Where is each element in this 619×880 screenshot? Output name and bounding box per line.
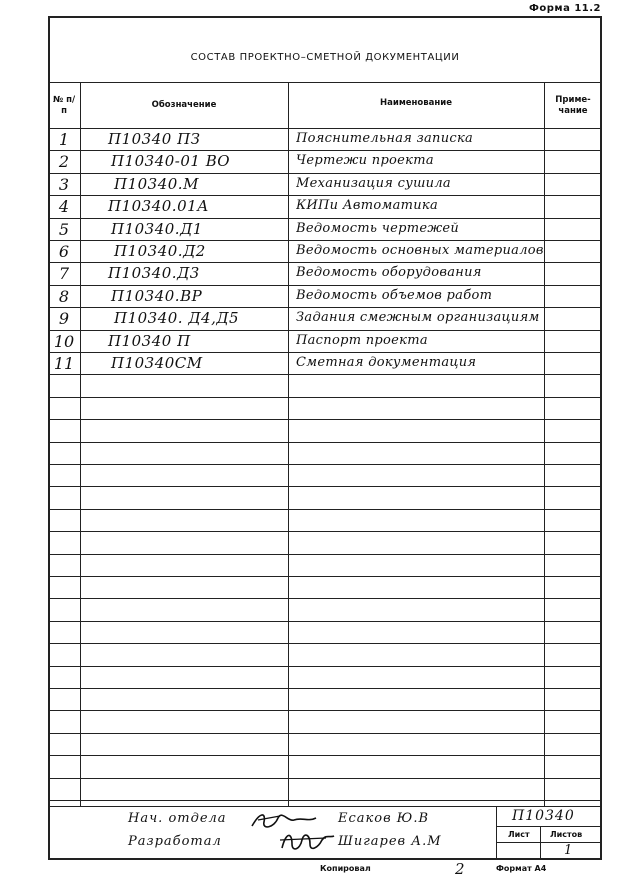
footer-copied: Копировал <box>320 864 371 873</box>
header-note: Приме- чание <box>555 95 591 116</box>
row-name: Ведомость объемов работ <box>296 288 493 303</box>
row-number: 9 <box>58 309 70 328</box>
row-name: КИПи Автоматика <box>296 198 439 213</box>
row-line <box>48 800 602 801</box>
row-line <box>48 285 602 286</box>
row-name: Ведомость оборудования <box>296 265 482 280</box>
footer-page-mark: 2 <box>455 860 466 878</box>
row-number: 5 <box>58 220 70 239</box>
row-line <box>48 464 602 465</box>
column-divider-num <box>80 82 81 806</box>
stamp-sheet-divider <box>540 826 541 860</box>
row-line <box>48 330 602 331</box>
row-line <box>48 755 602 756</box>
row-line <box>48 778 602 779</box>
header-designation: Обозначение <box>151 100 217 110</box>
row-designation: П10340 П <box>108 332 191 350</box>
row-number: 3 <box>58 175 70 194</box>
row-line <box>48 150 602 151</box>
row-line <box>48 576 602 577</box>
stamp-code-border <box>496 826 602 827</box>
row-name: Ведомость основных материалов <box>296 243 544 258</box>
row-number: 6 <box>58 242 70 261</box>
stamp-sheets-label: Листов <box>550 830 583 839</box>
row-line <box>48 509 602 510</box>
dept-head-name: Есаков Ю.В <box>338 811 430 826</box>
row-line <box>48 598 602 599</box>
header-bottom-border <box>48 128 602 129</box>
row-line <box>48 374 602 375</box>
stamp-labels-border <box>496 842 602 843</box>
row-line <box>48 173 602 174</box>
document-title: СОСТАВ ПРОЕКТНО–СМЕТНОЙ ДОКУМЕНТАЦИИ <box>190 52 460 63</box>
row-designation: П10340.Д2 <box>114 242 206 260</box>
row-line <box>48 554 602 555</box>
stamp-doc-code: П10340 <box>512 808 575 824</box>
row-line <box>48 218 602 219</box>
row-line <box>48 621 602 622</box>
footer-format: Формат А4 <box>496 864 547 873</box>
row-number: 4 <box>58 197 70 216</box>
stamp-sheets-value: 1 <box>564 843 574 858</box>
header-num: № п/п <box>52 95 76 116</box>
dept-head-role: Нач. отдела <box>128 811 227 826</box>
row-name: Паспорт проекта <box>296 333 428 348</box>
row-number: 8 <box>58 287 70 306</box>
row-designation: П10340. Д4,Д5 <box>114 309 240 327</box>
row-name: Механизация сушила <box>296 176 451 191</box>
developer-signature <box>278 826 336 856</box>
stamp-top-border <box>48 806 602 807</box>
row-designation: П10340.М <box>114 175 199 193</box>
stamp-sheet-label: Лист <box>508 830 530 839</box>
row-name: Чертежи проекта <box>296 153 434 168</box>
form-number: Форма 11.2 <box>528 3 601 14</box>
row-number: 10 <box>53 332 75 351</box>
header-name: Наименование <box>380 98 452 108</box>
row-designation: П10340СМ <box>111 354 203 372</box>
row-line <box>48 307 602 308</box>
row-number: 1 <box>58 130 70 149</box>
row-number: 11 <box>53 354 75 373</box>
row-designation: П10340.01А <box>108 197 210 215</box>
row-name: Ведомость чертежей <box>296 221 460 236</box>
row-line <box>48 397 602 398</box>
row-line <box>48 688 602 689</box>
row-line <box>48 352 602 353</box>
row-line <box>48 262 602 263</box>
row-designation: П10340-01 ВО <box>111 152 231 170</box>
row-name: Сметная документация <box>296 355 477 370</box>
table-top-border <box>48 82 602 83</box>
row-line <box>48 643 602 644</box>
row-line <box>48 240 602 241</box>
row-line <box>48 419 602 420</box>
row-designation: П10340.ВР <box>111 287 203 305</box>
stamp-divider <box>496 806 497 860</box>
row-line <box>48 531 602 532</box>
row-line <box>48 666 602 667</box>
row-line <box>48 195 602 196</box>
column-divider-code <box>288 82 289 806</box>
row-designation: П10340.Д1 <box>111 220 203 238</box>
row-name: Задания смежным организациям <box>296 310 540 325</box>
developer-role: Разработал <box>128 834 222 849</box>
row-number: 2 <box>58 152 70 171</box>
row-line <box>48 486 602 487</box>
row-number: 7 <box>58 264 70 283</box>
row-designation: П10340.Д3 <box>108 264 200 282</box>
row-line <box>48 442 602 443</box>
developer-name: Шигарев А.М <box>338 834 442 849</box>
column-divider-name <box>544 82 545 806</box>
row-name: Пояснительная записка <box>296 131 474 146</box>
row-line <box>48 733 602 734</box>
row-designation: П10340 ПЗ <box>108 130 201 148</box>
row-line <box>48 710 602 711</box>
